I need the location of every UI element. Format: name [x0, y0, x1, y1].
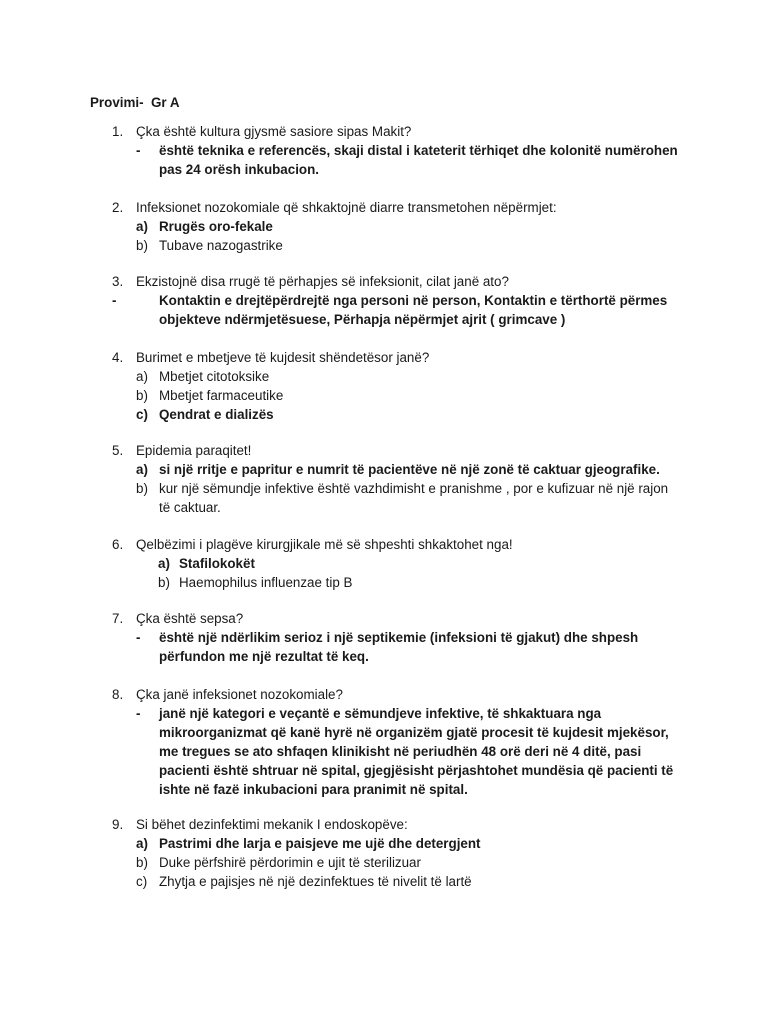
answer-text: kur një sëmundje infektive është vazhdimisht e pranishme , por e kufizuar në një rajon të caktuar. — [159, 481, 669, 515]
question-text: Epidemia paraqitet! — [136, 443, 252, 458]
answer-label: - — [136, 143, 141, 158]
question-text: Çka është sepsa? — [136, 611, 244, 626]
answer-text: Tubave nazogastrike — [159, 238, 283, 253]
answer-item — [136, 460, 679, 479]
answer-item — [136, 479, 679, 517]
answer-label: a) — [136, 462, 148, 477]
answer-label: c) — [136, 874, 148, 889]
answer-label: b) — [136, 388, 148, 403]
answer-item — [158, 554, 679, 573]
answer-label: - — [136, 706, 141, 721]
question-number: 4. — [112, 350, 124, 365]
question-number: 5. — [112, 443, 124, 458]
answer-item — [136, 628, 679, 666]
answer-item — [136, 367, 679, 386]
answer-item — [136, 872, 679, 891]
answer-label: c) — [136, 407, 148, 422]
answer-label: a) — [136, 369, 148, 384]
answer-label: a) — [136, 836, 148, 851]
answer-item — [136, 834, 679, 853]
question-number: 6. — [112, 537, 124, 552]
answer-text: Pastrimi dhe larja e paisjeve me ujë dhe detergjent — [159, 836, 481, 851]
answer-item — [112, 291, 689, 329]
question-1 — [112, 122, 692, 179]
question-number: 7. — [112, 611, 124, 626]
answer-item — [136, 386, 679, 405]
answer-text: Mbetjet citotoksike — [159, 369, 270, 384]
question-8 — [112, 685, 692, 799]
answer-item — [158, 573, 679, 592]
question-2 — [112, 198, 692, 255]
question-9 — [112, 815, 692, 891]
question-text: Çka janë infeksionet nozokomiale? — [136, 687, 343, 702]
answer-item — [136, 405, 679, 424]
question-text: Si bëhet dezinfektimi mekanik I endoskopëve: — [136, 817, 408, 832]
answer-text: Qendrat e dializës — [159, 407, 274, 422]
question-text: Burimet e mbetjeve të kujdesit shëndetësor janë? — [136, 350, 430, 365]
answer-text: është teknika e referencës, skaji distal i kateterit tërhiqet dhe kolonitë numërohen pas 24 orësh inkubacion. — [159, 143, 678, 177]
question-number: 8. — [112, 687, 124, 702]
answer-label: a) — [136, 219, 148, 234]
answer-text: Duke përfshirë përdorimin e ujit të sterilizuar — [159, 855, 421, 870]
answer-text: si një rritje e papritur e numrit të pacientëve në një zonë të caktuar gjeografike. — [159, 462, 660, 477]
answer-text: Kontaktin e drejtëpërdrejtë nga personi në person, Kontaktin e tërthortë përmes objekteve ndërmjetësuese, Përhapja nëpërmjet ajrit ( grimcave ) — [159, 293, 668, 327]
answer-text: Haemophilus influenzae tip B — [179, 575, 353, 590]
question-text: Çka është kultura gjysmë sasiore sipas Makit? — [136, 124, 412, 139]
question-number: 3. — [112, 274, 124, 289]
answer-text: janë një kategori e veçantë e sëmundjeve infektive, të shkaktuara nga mikroorganizmat që kanë hyrë në organizëm gjatë procesit të kujdesit mjekësor, me tregues se ato shfaqen klinikisht në periudhën 48 orë deri në 4 ditë, pasi pacienti është shtruar në spital, gjegjësisht përjashtohet mundësia që pacienti të ishte në fazë inkubacioni para pranimit në spital. — [159, 706, 674, 797]
question-number: 2. — [112, 200, 124, 215]
answer-item — [136, 141, 679, 179]
answer-text: është një ndërlikim serioz i një septikemie (infeksioni të gjakut) dhe shpesh përfundon me një rezultat të keq. — [159, 630, 639, 664]
question-number: 1. — [112, 124, 124, 139]
answer-item — [136, 853, 679, 872]
answer-label: b) — [158, 575, 170, 590]
question-7 — [112, 609, 692, 666]
question-text: Infeksionet nozokomiale që shkaktojnë diarre transmetohen nëpërmjet: — [136, 200, 557, 215]
question-number: 9. — [112, 817, 124, 832]
question-text: Ekzistojnë disa rrugë të përhapjes së infeksionit, cilat janë ato? — [136, 274, 509, 289]
answer-text: Mbetjet farmaceutike — [159, 388, 284, 403]
answer-text: Rrugës oro-fekale — [159, 219, 273, 234]
answer-label: - — [136, 630, 141, 645]
question-3 — [112, 272, 692, 329]
answer-label: b) — [136, 855, 148, 870]
answer-text: Zhytja e pajisjes në një dezinfektues të nivelit të lartë — [159, 874, 472, 889]
answer-label: b) — [136, 481, 148, 496]
answer-label: b) — [136, 238, 148, 253]
answer-item — [136, 217, 679, 236]
question-5 — [112, 441, 692, 517]
question-6 — [112, 535, 692, 592]
answer-item — [136, 236, 679, 255]
answer-label: - — [112, 293, 117, 308]
answer-text: Stafilokokët — [179, 556, 255, 571]
question-text: Qelbëzimi i plagëve kirurgjikale më së shpeshti shkaktohet nga! — [136, 537, 513, 552]
answer-item — [136, 704, 679, 799]
question-4 — [112, 348, 692, 424]
answer-label: a) — [158, 556, 170, 571]
document-title: Provimi- Gr A — [90, 95, 180, 110]
